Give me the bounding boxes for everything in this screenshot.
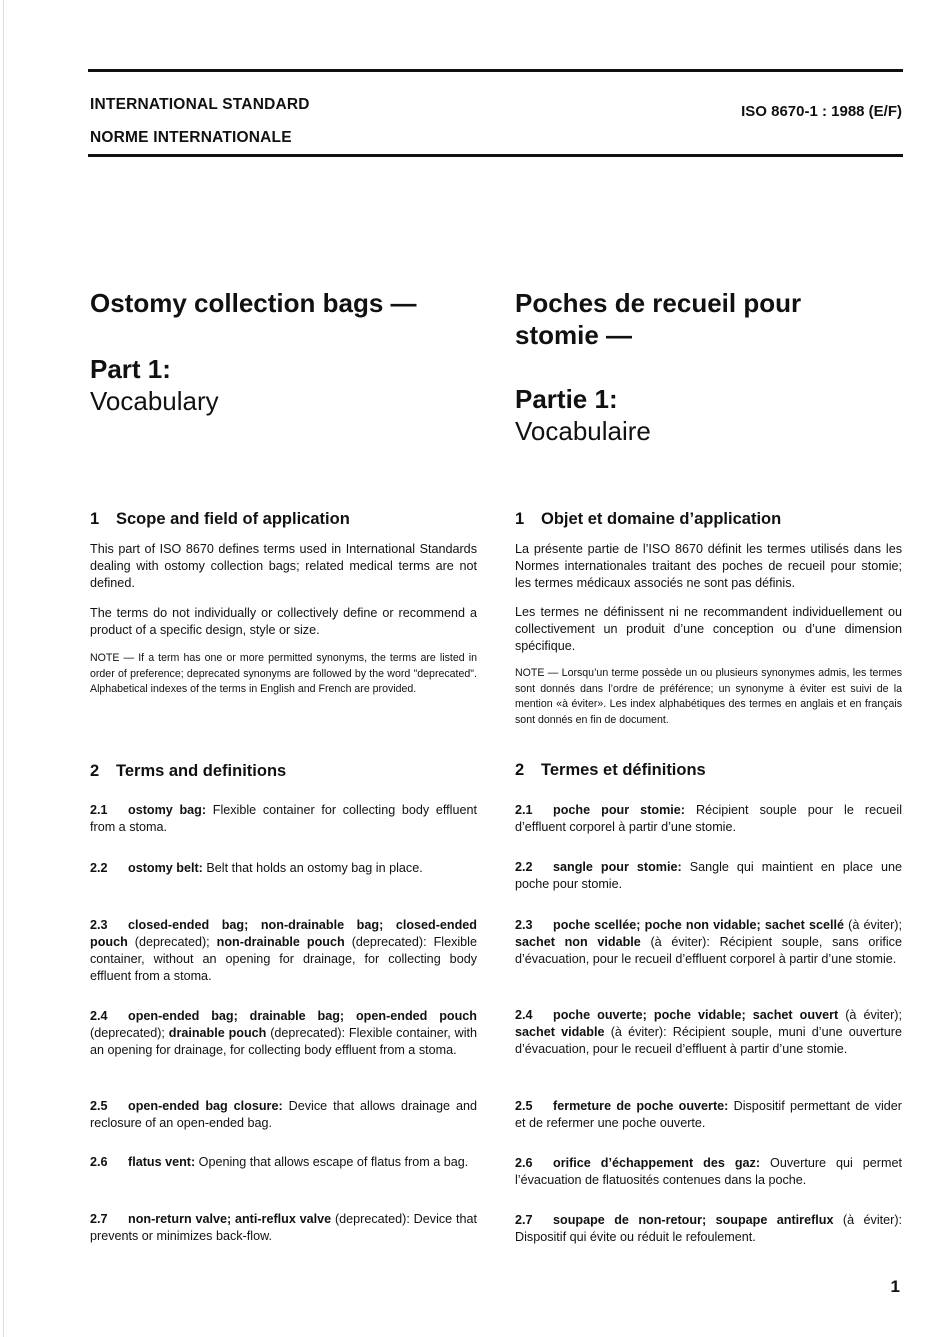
section1-fr-para1: La présente partie de l’ISO 8670 définit les termes utilisés dans les Normes internationales traitant des poches de recueil pour stomie; les termes médicaux associés ne sont pas définis.: [515, 542, 902, 590]
term-name: open-ended bag closure:: [128, 1099, 283, 1113]
header-top-rule: [88, 69, 903, 72]
term-number: 2.5: [90, 1099, 108, 1113]
title-en-part: Part 1:: [90, 354, 171, 384]
title-en-subtitle: Vocabulary: [90, 386, 219, 416]
section1-en-para1: This part of ISO 8670 defines terms used in International Standards dealing with ostomy collection bags; related medical terms are not defined.: [90, 542, 477, 590]
term-number: 2.7: [515, 1213, 533, 1227]
term-en-2-1: [90, 802, 477, 836]
term-number: 2.6: [515, 1156, 533, 1170]
term-number: 2.7: [90, 1212, 108, 1226]
term-name: soupape de non-retour; soupape antireflux: [553, 1213, 834, 1227]
term-name: ostomy bag:: [128, 803, 207, 817]
term-fr-2-7: [515, 1212, 902, 1246]
term-fr-2-3: [515, 917, 902, 968]
term-name: poche pour stomie:: [553, 803, 685, 817]
term-qualifier: (à éviter);: [838, 1008, 902, 1022]
term-definition: Ouverture qui permet l’évacuation de flatuosités contenues dans la poche.: [515, 1156, 902, 1187]
term-definition: Device that allows drainage and reclosure of an open-ended bag.: [90, 1099, 477, 1130]
term-name: sangle pour stomie:: [553, 860, 682, 874]
term-number: 2.6: [90, 1155, 108, 1169]
term-en-2-2: [90, 860, 477, 877]
section-title: Terms and definitions: [116, 762, 287, 780]
term-number: 2.2: [90, 861, 108, 875]
section1-en-heading: [90, 510, 350, 529]
term-name: closed-ended bag; non-drainable bag; closed-ended pouch: [90, 918, 477, 949]
section-number: 1: [90, 510, 100, 528]
term-en-2-6: [90, 1154, 477, 1171]
section1-en-para2: The terms do not individually or collectively define or recommend a product of a specific design, style or size.: [90, 606, 477, 637]
term-name: flatus vent:: [128, 1155, 196, 1169]
section-title: Scope and field of application: [116, 510, 350, 528]
header-line-en: INTERNATIONAL STANDARD: [90, 96, 310, 113]
term-name: fermeture de poche ouverte:: [553, 1099, 729, 1113]
term-synonym: drainable pouch: [168, 1026, 267, 1040]
term-number: 2.1: [90, 803, 108, 817]
section1-en-note: NOTE — If a term has one or more permitted synonyms, the terms are listed in order of preference; deprecated synonyms are followed by the word "deprecated". Alphabetical indexes of the terms in English and French are provided.: [90, 652, 477, 695]
term-number: 2.5: [515, 1099, 533, 1113]
section1-fr-heading: [515, 510, 781, 529]
term-definition: (deprecated): Device that prevents or minimizes back-flow.: [90, 1212, 477, 1243]
term-qualifier: (à éviter);: [843, 918, 903, 932]
section2-fr-heading: [515, 761, 706, 780]
term-number: 2.4: [515, 1008, 533, 1022]
term-fr-2-4: [515, 1007, 902, 1058]
term-definition: Flexible container for collecting body effluent from a stoma.: [90, 803, 477, 834]
term-definition: (deprecated): Flexible container, without an opening for drainage, for collecting body effluent from a stoma.: [90, 935, 477, 983]
term-name: ostomy belt:: [128, 861, 203, 875]
section1-fr-para2: Les termes ne définissent ni ne recommandent individuellement ou collectivement un produit d’une conception ou d’une dimension spécifique.: [515, 605, 902, 653]
header-bottom-rule: [88, 154, 903, 157]
section-title: Objet et domaine d’application: [541, 510, 782, 528]
term-fr-2-5: [515, 1098, 902, 1132]
term-number: 2.1: [515, 803, 533, 817]
term-en-2-5: [90, 1098, 477, 1132]
header-standard-labels: [90, 88, 310, 154]
header-iso-reference: ISO 8670-1 : 1988 (E/F): [741, 103, 902, 120]
title-fr-subtitle: Vocabulaire: [515, 416, 651, 446]
term-definition: Opening that allows escape of flatus from a bag.: [195, 1155, 469, 1169]
term-number: 2.3: [90, 918, 108, 932]
term-definition: (à éviter): Récipient souple, sans orifice d’évacuation, pour le recueil d’effluent corporel à partir d’une stomie.: [515, 935, 902, 966]
term-synonym: sachet vidable: [515, 1025, 605, 1039]
term-fr-2-6: [515, 1155, 902, 1189]
scan-margin-line: [3, 0, 4, 1337]
term-definition: Sangle qui maintient en place une poche pour stomie.: [515, 860, 902, 891]
term-definition: (à éviter): Récipient souple, muni d’une ouverture d’évacuation, pour le recueil d’effluent à partir d’une stomie.: [515, 1025, 902, 1056]
term-qualifier: (deprecated);: [90, 1026, 169, 1040]
term-definition: Récipient souple pour le recueil d’effluent corporel à partir d’une stomie.: [515, 803, 903, 834]
term-qualifier: (deprecated);: [127, 935, 217, 949]
term-fr-2-2: [515, 859, 902, 893]
term-synonym: sachet non vidable: [515, 935, 641, 949]
section-number: 2: [90, 762, 100, 780]
term-en-2-3: [90, 917, 477, 985]
section-number: 1: [515, 510, 525, 528]
header-line-fr: NORME INTERNATIONALE: [90, 129, 292, 146]
term-definition: (à éviter): Dispositif qui évite ou réduit le refoulement.: [515, 1213, 903, 1244]
term-en-2-4: [90, 1008, 477, 1059]
title-fr-part: Partie 1:: [515, 384, 618, 414]
term-number: 2.4: [90, 1009, 108, 1023]
title-en-main: Ostomy collection bags —: [90, 288, 417, 318]
term-name: non-return valve; anti-reflux valve: [128, 1212, 332, 1226]
section-title: Termes et définitions: [541, 761, 706, 779]
term-number: 2.2: [515, 860, 533, 874]
term-definition: (deprecated): Flexible container, with an opening for drainage, for collecting body effluent from a stoma.: [90, 1026, 478, 1057]
section2-en-heading: [90, 762, 286, 781]
term-en-2-7: [90, 1211, 477, 1245]
term-name: poche ouverte; poche vidable; sachet ouvert: [553, 1008, 839, 1022]
title-fr-main-line1: Poches de recueil pour: [515, 288, 802, 318]
title-fr-main-line2: stomie —: [515, 320, 633, 350]
term-name: poche scellée; poche non vidable; sachet scellé: [553, 918, 844, 932]
term-number: 2.3: [515, 918, 533, 932]
term-name: orifice d’échappement des gaz:: [553, 1156, 761, 1170]
section1-fr-note: NOTE — Lorsqu’un terme possède un ou plusieurs synonymes admis, les termes sont donnés dans l’ordre de préférence; un synonyme à éviter est suivi de la mention «à éviter». Les index alphabétiques des termes en anglais et en français sont donnés en fin de document.: [515, 667, 902, 726]
term-fr-2-1: [515, 802, 902, 836]
page-number: 1: [890, 1277, 900, 1296]
term-definition: Belt that holds an ostomy bag in place.: [202, 861, 423, 875]
term-name: open-ended bag; drainable bag; open-ended pouch: [128, 1009, 477, 1023]
term-synonym: non-drainable pouch: [216, 935, 345, 949]
section-number: 2: [515, 761, 525, 779]
term-definition: Dispositif permettant de vider et de refermer une poche ouverte.: [515, 1099, 903, 1130]
